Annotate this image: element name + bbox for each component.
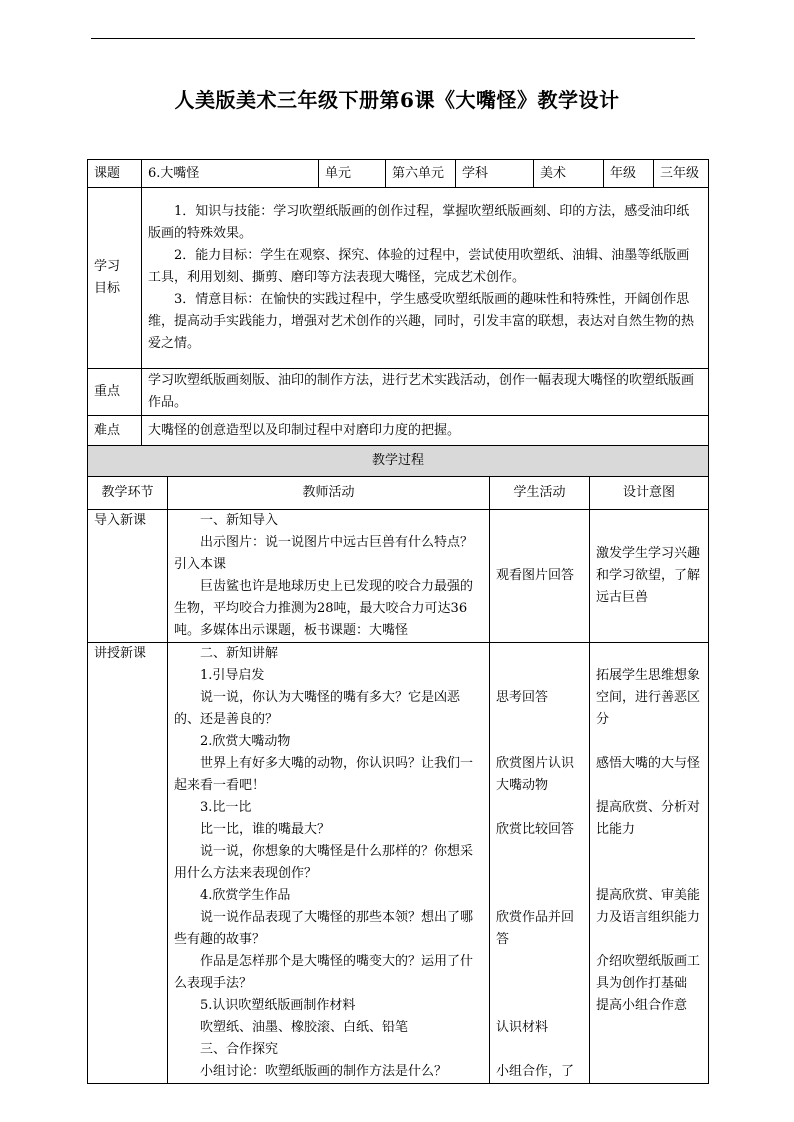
difficulty-text: 大嘴怪的创意造型以及印制过程中对磨印力度的把握。 bbox=[142, 416, 709, 446]
key-point-row bbox=[88, 369, 709, 416]
page-title: 人美版美术三年级下册第6课《大嘴怪》教学设计 bbox=[174, 88, 620, 112]
objectives-row bbox=[88, 188, 709, 369]
objective-item: 2．能力目标：学生在观察、探究、体验的过程中，尝试使用吹塑纸、油辑、油墨等纸版画工具，利用划刻、撕剪、磨印等方法表现大嘴怪，完成艺术创作。 bbox=[148, 248, 690, 285]
info-row bbox=[88, 160, 709, 188]
topic-value: 6.大嘴怪 bbox=[142, 160, 319, 188]
new-intent: 拓展学生思维想象空间，进行善恶区分 感悟大嘴的大与怪 提高欣赏、分析对比能力 提高欣赏、审美能力及语言组织能力 介绍吹塑纸版画工具为创作打基础 提高小组合作意 bbox=[590, 643, 709, 1084]
process-header-row bbox=[88, 446, 709, 477]
column-header-teacher: 教师活动 bbox=[168, 477, 490, 510]
column-header-student: 学生活动 bbox=[490, 477, 590, 510]
objective-item: 3．情意目标：在愉快的实践过程中，学生感受吹塑纸版画的趣味性和特殊性，开阔创作思维，提高动手实践能力，增强对艺术创作的兴趣，同时，引发丰富的联想，表达对自然生物的热爱之情。 bbox=[148, 292, 695, 351]
process-table bbox=[87, 445, 709, 1084]
unit-value: 第六单元 bbox=[386, 160, 456, 188]
column-header-intent: 设计意图 bbox=[590, 477, 709, 510]
key-point-label: 重点 bbox=[88, 369, 142, 416]
objectives-content bbox=[142, 188, 709, 369]
unit-label: 单元 bbox=[319, 160, 386, 188]
intro-intent: 激发学生学习兴趣和学习欲望，了解远古巨兽 bbox=[590, 510, 709, 643]
intro-row bbox=[88, 510, 709, 643]
objectives-label: 学习 目标 bbox=[88, 188, 142, 369]
info-table bbox=[87, 159, 709, 446]
objective-item: 1．知识与技能：学习吹塑纸版画的创作过程，掌握吹塑纸版画刻、印的方法，感受油印纸版画的特殊效果。 bbox=[148, 204, 690, 241]
process-columns-row bbox=[88, 477, 709, 510]
key-point-text: 学习吹塑纸版画刻版、油印的制作方法，进行艺术实践活动，创作一幅表现大嘴怪的吹塑纸版画作品。 bbox=[142, 369, 709, 416]
topic-label: 课题 bbox=[88, 160, 142, 188]
subject-value: 美术 bbox=[534, 160, 604, 188]
new-lesson-row bbox=[88, 643, 709, 1084]
subject-label: 学科 bbox=[456, 160, 534, 188]
intro-stage: 导入新课 bbox=[88, 510, 168, 643]
intro-teacher: 一、新知导入 出示图片：说一说图片中远古巨兽有什么特点？引入本课 巨齿鲨也许是地球历史上已发现的咬合力最强的生物，平均咬合力推测为28吨，最大咬合力可达36吨。多媒体出示课题，板书课题：大嘴怪 bbox=[168, 510, 490, 643]
difficulty-label: 难点 bbox=[88, 416, 142, 446]
new-student: 思考回答 欣赏图片认识大嘴动物 欣赏比较回答 欣赏作品并回答 认识材料 小组合作，了 bbox=[490, 643, 590, 1084]
process-header: 教学过程 bbox=[88, 446, 709, 477]
grade-value: 三年级 bbox=[654, 160, 709, 188]
intro-student: 观看图片回答 bbox=[490, 510, 590, 643]
difficulty-row bbox=[88, 416, 709, 446]
column-header-stage: 教学环节 bbox=[88, 477, 168, 510]
header-rule bbox=[91, 38, 695, 39]
grade-label: 年级 bbox=[604, 160, 654, 188]
new-teacher: 二、新知讲解 1.引导启发 说一说，你认为大嘴怪的嘴有多大？它是凶恶的、还是善良的？ 2.欣赏大嘴动物 世界上有好多大嘴的动物，你认识吗？让我们一起来看一看吧！ 3.比一比 比一比，谁的嘴最大？ 说一说，你想象的大嘴怪是什么那样的？你想采用什么方法来表现创作？ 4.欣赏学生作品 说一说作品表现了大嘴怪的那些本领？想出了哪些有趣的故事？ 作品是怎样那个是大嘴怪的嘴变大的？运用了什么表现手法？ 5.认识吹塑纸版画制作材料 吹塑纸、油墨、橡胶滚、白纸、铅笔 三、合作探究 小组讨论：吹塑纸版画的制作方法是什么？ bbox=[168, 643, 490, 1084]
new-stage: 讲授新课 bbox=[88, 643, 168, 1084]
